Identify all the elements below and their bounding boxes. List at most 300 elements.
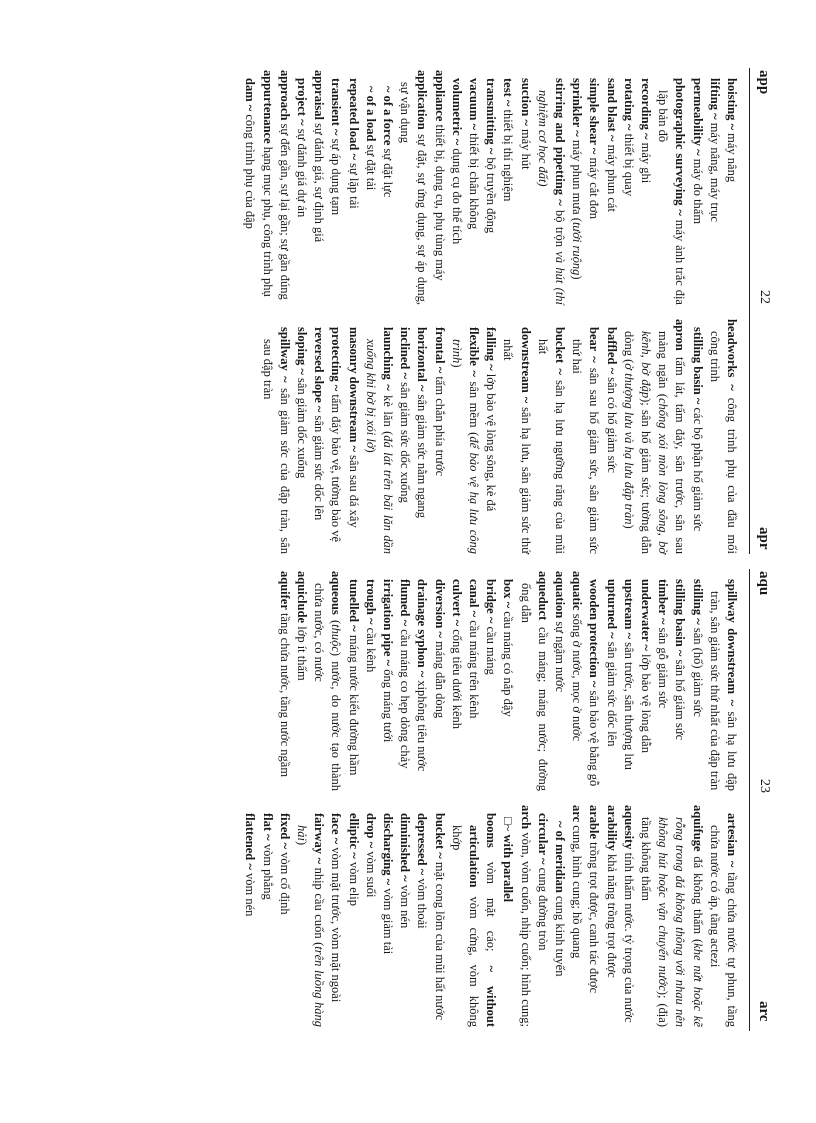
- dictionary-entry: [362, 70, 379, 305]
- entry-definition: sự áp dụng tạm: [329, 135, 344, 216]
- entry-headword: arc: [570, 805, 585, 823]
- entry-definition: trồng trọt được, canh tác được: [587, 839, 602, 994]
- dictionary-entry: [448, 571, 465, 791]
- entry-definition: xiphông tiêu nước: [415, 677, 430, 772]
- entry-headword: aquatic: [570, 571, 585, 611]
- header-rule: [749, 68, 750, 554]
- entry-headword: tunelled ~: [346, 579, 361, 632]
- entry-definition: sống ở nước, mọc ở nước: [570, 610, 585, 742]
- entry-headword: spillway ~: [277, 327, 292, 383]
- dictionary-entry: [293, 805, 327, 1027]
- entry-headword: aqueduct: [535, 571, 550, 621]
- entry-definition: máy phun mưa (: [570, 136, 585, 222]
- entry-definition: lớp bảo vệ lòng sông, kè đá: [484, 370, 499, 512]
- entry-headword: stilling basin ~: [673, 579, 688, 657]
- entry-headword: inclined ~: [398, 327, 413, 379]
- entry-headword: flexible ~: [466, 327, 481, 377]
- entry-definition: sân hạ lưu, sân giảm sức thứ nhất: [501, 339, 533, 554]
- entry-headword: transmitting ~: [484, 78, 499, 155]
- entry-definition: thiết bị, dụng cụ, phụ tùng máy: [432, 121, 447, 281]
- entry-definition: sân giảm sức dốc lên: [312, 412, 327, 521]
- entry-definition: cống tiêu dưới kênh: [449, 626, 464, 730]
- dictionary-entry: [585, 70, 602, 305]
- entry-headword: aquifuge: [690, 805, 705, 852]
- entry-headword: bucket ~: [432, 813, 447, 859]
- entry-headword: rotating ~: [621, 78, 636, 131]
- entry-headword: underwater ~: [638, 579, 653, 651]
- dictionary-entry: [499, 70, 516, 305]
- entry-gloss: để bảo vệ hạ lưu công trình: [449, 339, 481, 554]
- entry-headword: ~ of meridian: [552, 821, 567, 893]
- entry-definition: máy hút: [518, 125, 533, 170]
- entry-definition: vòm thoải: [415, 875, 430, 929]
- dictionary-entry: [241, 70, 258, 305]
- dictionary-entry: [327, 70, 344, 305]
- entry-headword: transient ~: [329, 78, 344, 136]
- entry-definition: sự đặt tải: [363, 141, 378, 191]
- entry-definition: sân giảm dốc xuống: [294, 374, 309, 479]
- dictionary-entry: [362, 805, 379, 1027]
- entry-headword: box ~: [501, 579, 516, 609]
- dictionary-entry: [344, 571, 361, 791]
- dictionary-entry: [534, 319, 568, 554]
- entry-definition: các bộ phận hố giảm sức: [690, 404, 705, 532]
- entry-definition: cầu máng co hẹp dòng chảy: [398, 626, 413, 769]
- entry-headword: diminished ~: [398, 813, 413, 882]
- dictionary-entry: [258, 319, 292, 554]
- dictionary-entry: [310, 70, 327, 305]
- entry-definition: sân hố giảm sức: [673, 656, 688, 741]
- dictionary-entry: [344, 70, 361, 305]
- dictionary-entry: [482, 319, 499, 554]
- entry-headword: timber ~: [656, 579, 671, 625]
- entry-headword: sand blast ~: [604, 78, 619, 142]
- dictionary-entry: [276, 571, 293, 791]
- entry-definition: vòm mặt cáo;: [484, 847, 499, 966]
- entry-definition: máy nâng, máy trục: [707, 119, 722, 222]
- entry-definition: sân giảm sức của đập tràn, sân sau đập tràn: [260, 339, 292, 554]
- entry-definition: ): [570, 275, 585, 280]
- dictionary-entry: [396, 319, 413, 554]
- entry-headword: fairway ~: [312, 813, 327, 865]
- entry-gloss: trên luồng hàng hải: [294, 825, 327, 1028]
- entry-headword: falling ~: [484, 327, 499, 371]
- entry-definition: cung kinh tuyến: [552, 892, 567, 977]
- entry-headword: baffled ~: [604, 327, 619, 375]
- entry-definition: cung đường tròn: [535, 864, 550, 951]
- entry-headword: apron: [673, 319, 688, 351]
- entry-headword: spillway downstream ~: [725, 579, 739, 706]
- entry-headword: simple shear ~: [587, 78, 602, 155]
- dictionary-entry: [293, 571, 310, 791]
- entry-definition: ): [449, 363, 464, 368]
- entry-definition: ): [621, 524, 636, 529]
- entry-definition: vòm, vòm cuốn, nhịp cuốn; hình cung; □~: [501, 817, 533, 1027]
- dictionary-entry: [568, 319, 602, 554]
- entry-headword: upturned ~: [604, 579, 619, 639]
- entry-headword: application: [415, 70, 430, 130]
- dictionary-entry: [258, 805, 275, 1027]
- entry-definition: máy cắt đơn: [587, 154, 602, 219]
- dictionary-entry: [637, 70, 654, 305]
- entry-definition: hạng mục phụ, công trình phụ: [260, 143, 275, 297]
- page-number: 22: [757, 290, 772, 304]
- entry-headword: drop ~: [363, 813, 378, 849]
- dictionary-entry: [620, 70, 637, 305]
- entry-definition: sự đánh giá, sự định giá: [312, 120, 327, 243]
- entry-headword: volumetric ~: [449, 78, 464, 146]
- entry-headword: face ~: [329, 813, 344, 845]
- entry-headword: bucket ~: [552, 327, 567, 375]
- entry-definition: sự đặt lực: [380, 145, 395, 198]
- dictionary-entry: [620, 805, 637, 1027]
- entry-definition: sự đến gần, sự lại gần; sự gần đúng: [277, 120, 292, 300]
- entry-headword: flumed ~: [398, 579, 413, 627]
- entry-definition: ống máng tưới: [380, 666, 395, 743]
- entry-definition: sân có hố giảm sức: [604, 374, 619, 473]
- entry-definition: máy ảnh trắc địa lập bản đồ: [656, 90, 688, 305]
- entry-definition: máy phun cát: [604, 141, 619, 212]
- entry-headword: horizontal ~: [415, 327, 430, 392]
- dictionary-entry: [344, 319, 361, 554]
- entry-definition: tính thấm nước. tỷ trọng của nước: [621, 849, 636, 1023]
- dictionary-entry: [568, 805, 585, 1027]
- entry-definition: thiết bị thí nghiệm: [501, 106, 516, 202]
- entry-definition: vòm phẳng: [260, 840, 275, 900]
- entry-headword: flattened ~: [243, 813, 258, 870]
- column-2: [241, 805, 740, 1027]
- entry-definition: máy ghi: [638, 139, 653, 184]
- dictionary-entry: [706, 805, 740, 1027]
- entry-definition: cầu kênh: [363, 624, 378, 673]
- dictionary-entry: [482, 70, 499, 305]
- entry-definition: máy nâng: [725, 130, 739, 183]
- dictionary-entry: [585, 805, 602, 1027]
- dictionary-entry: [379, 805, 396, 1027]
- entry-headword: booms: [484, 813, 499, 848]
- entry-definition: sân hạ lưu ngưỡng răng của mũi hất: [535, 339, 567, 554]
- entry-definition: sân hạ lưu đập tràn, sân giảm sức thứ nhất của đập tràn: [707, 591, 739, 791]
- dictionary-entry: [620, 571, 637, 791]
- dictionary-entry: [568, 70, 585, 305]
- entry-definition: vòm elip: [346, 858, 361, 906]
- entry-gloss: đá lát trên bãi lăn dần xuống khi bờ bị xói lở: [363, 339, 395, 555]
- entry-headword: recording ~: [638, 78, 653, 140]
- entry-definition: ); (địa) tầng không thấm: [638, 817, 671, 1027]
- column-2: [258, 319, 740, 554]
- dictionary-entry: [551, 805, 568, 1027]
- entry-definition: sân sau hố giảm sức, sân giảm sức thứ hai: [570, 339, 602, 554]
- entry-definition: bộ trộn: [552, 205, 567, 252]
- entry-definition: sân giảm sức nằm ngang: [415, 391, 430, 519]
- dictionary-entry: [362, 319, 396, 554]
- entry-gloss: chống xói mòn lòng sông, bờ kênh, bờ đập: [638, 331, 671, 555]
- dictionary-entry: [396, 805, 413, 1027]
- dictionary-entry: [430, 805, 447, 1027]
- entry-definition: sự lặp tải: [346, 159, 361, 209]
- entry-definition: sự đánh giá dự án: [294, 125, 309, 218]
- entry-headword: irrigation pipe ~: [380, 579, 395, 667]
- dictionary-entry: [602, 571, 619, 791]
- entry-definition: sân (hố) giảm sức: [690, 624, 705, 717]
- entry-definition: sân giảm sức dốc lên: [604, 638, 619, 747]
- entry-definition: dụng cụ đo thể tích: [449, 145, 464, 245]
- dictionary-entry: [654, 571, 671, 791]
- dictionary-entry: [413, 571, 430, 791]
- dictionary-entry: [310, 319, 327, 554]
- entry-gloss: thuộc: [329, 624, 344, 652]
- dictionary-entry: [602, 70, 619, 305]
- entry-headword: permeability ~: [690, 78, 705, 156]
- dictionary-entry: [293, 70, 310, 305]
- dictionary-entry: [448, 805, 500, 1027]
- entry-definition: công trình phụ của đập: [243, 111, 258, 229]
- entry-headword: aquiclude: [294, 571, 309, 624]
- entry-headword: aquesity: [621, 805, 636, 850]
- dictionary-entry: [706, 70, 723, 305]
- entry-headword: discharging ~: [380, 813, 395, 886]
- entry-headword: appliance: [432, 70, 447, 122]
- dictionary-entry: [258, 70, 275, 305]
- dictionary-entry: [534, 805, 551, 1027]
- entry-headword: arch: [518, 805, 533, 830]
- entry-headword: repeated load ~: [346, 78, 361, 160]
- entry-headword: aquifer: [277, 571, 292, 610]
- dictionary-entry: [276, 805, 293, 1027]
- entry-definition: sân sau đá xây: [346, 452, 361, 528]
- dictionary-entry: [344, 805, 361, 1027]
- entry-headword: frontal ~: [432, 327, 447, 374]
- entry-headword: canal ~: [466, 579, 481, 618]
- entry-headword: culvert ~: [449, 579, 464, 627]
- entry-definition: vòm nén: [398, 881, 413, 929]
- entry-headword: bear ~: [587, 327, 602, 363]
- entry-definition: thiết bị quay: [621, 130, 636, 197]
- dictionary-entry: [448, 70, 465, 305]
- entry-headword: trough ~: [363, 579, 378, 625]
- column-1: [276, 571, 740, 791]
- column-1: [241, 70, 740, 305]
- dictionary-entry: [499, 805, 533, 1027]
- entry-definition: vòm nén: [243, 869, 258, 917]
- entry-headword: headworks ~: [725, 319, 739, 391]
- entry-headword: ~ without articulation: [466, 825, 499, 1027]
- entry-definition: tấm lát, tấm đáy, sân trước, sân sau mảng ngăn (: [656, 331, 688, 554]
- entry-headword: ~ of a load: [363, 86, 378, 142]
- entry-definition: lớp bảo vệ lòng dẫn: [638, 650, 653, 753]
- entry-definition: sự ngậm nước: [552, 618, 567, 693]
- entry-definition: thiết bị chân không: [466, 130, 481, 230]
- dictionary-entry: [671, 571, 688, 791]
- entry-headword: with parallel: [501, 834, 516, 903]
- entry-definition: cầu máng có nắp đậy: [501, 608, 516, 717]
- entry-headword: aquation: [552, 571, 567, 619]
- entry-definition: cung, hình cung; hồ quang: [570, 822, 585, 959]
- dictionary-entry: [620, 319, 689, 554]
- entry-definition: ): [294, 840, 309, 846]
- entry-definition: sân gỗ giảm sức: [656, 624, 671, 709]
- entry-definition: ) nước, do nước tạo thành chứa nước, có nước: [312, 583, 344, 791]
- entry-headword: masonry downstream ~: [346, 327, 361, 453]
- dictionary-entry: [688, 571, 705, 791]
- entry-definition: sân giảm sức dốc xuống: [398, 379, 413, 503]
- entry-headword: stilling basin ~: [690, 327, 705, 405]
- entry-headword: sprinkler ~: [570, 78, 585, 137]
- dictionary-entry: [430, 70, 447, 305]
- entry-headword: appraisal: [312, 70, 327, 121]
- dictionary-entry: [637, 571, 654, 791]
- entry-headword: drainage syphon ~: [415, 579, 430, 678]
- entry-definition: tấm đáy bảo vệ, tường bảo vệ: [329, 391, 344, 543]
- entry-headword: appurtenance: [260, 70, 275, 144]
- dictionary-entry: [293, 319, 310, 554]
- entry-definition: máy đo thấm: [690, 155, 705, 225]
- dictionary-entry: [379, 70, 396, 305]
- entry-headword: dam ~: [243, 78, 258, 112]
- entry-headword: elliptic ~: [346, 813, 361, 859]
- entry-headword: photographic surveying ~: [673, 78, 688, 216]
- entry-definition: kè lăn (: [380, 390, 395, 436]
- entry-headword: diversion ~: [432, 579, 447, 638]
- dictionary-entry: [413, 319, 430, 554]
- dictionary-entry: [482, 571, 499, 791]
- running-header-first-word: app: [756, 70, 772, 95]
- entry-headword: stirring and pipetting ~: [552, 78, 567, 206]
- entry-definition: máng dẫn dòng: [432, 637, 447, 719]
- entry-headword: launching ~: [380, 327, 395, 391]
- entry-headword: test ~: [501, 78, 516, 107]
- dictionary-entry: [602, 319, 619, 554]
- entry-headword: arable: [587, 805, 602, 840]
- dictionary-entry: [551, 571, 568, 791]
- entry-gloss: và hút (thí nghiệm cơ học đất): [535, 90, 567, 306]
- entry-definition: bộ truyền động: [484, 154, 499, 234]
- entry-definition: vòm cứng, vòm không khớp: [449, 825, 481, 1027]
- entry-headword: circular ~: [535, 813, 550, 865]
- entry-definition: nhịp cầu cuốn (: [312, 864, 327, 947]
- entry-definition: tấm chắn phía trước: [432, 373, 447, 477]
- entry-headword: fixed ~: [277, 813, 292, 850]
- entry-definition: sân mềm (: [466, 376, 481, 437]
- dictionary-entry: [362, 571, 379, 791]
- entry-headword: artesian ~: [725, 813, 739, 868]
- dictionary-entry: [516, 70, 533, 305]
- dictionary-entry: [723, 70, 740, 305]
- dictionary-entry: [534, 70, 568, 305]
- entry-definition: ); sân hố giảm sức; tường dẫn dòng (: [621, 331, 653, 554]
- dictionary-entry: [585, 571, 602, 791]
- dictionary-entry: [706, 319, 740, 554]
- dictionary-entry: [396, 571, 413, 791]
- dictionary-entry: [448, 319, 482, 554]
- entry-definition: ): [363, 448, 378, 453]
- entry-gloss: khe nứt hoặc kẽ rỗng trong đá không thông với nhau nên không hút hoặc vận chuyển nước: [656, 817, 705, 1027]
- dictionary-entry: [379, 571, 396, 791]
- dictionary-entry: [688, 70, 705, 305]
- dictionary-entry: [430, 319, 447, 554]
- dictionary-entry: [688, 319, 705, 554]
- entry-headword: depressed ~: [415, 813, 430, 876]
- entry-definition: vòm mặt trước, vòm mặt ngoài: [329, 844, 344, 1003]
- entry-definition: máng nước kiểu đường hầm: [346, 631, 361, 776]
- running-header-last-word: arc: [756, 1001, 772, 1022]
- page-number: 23: [757, 779, 772, 793]
- entry-headword: bridge ~: [484, 579, 499, 624]
- entry-gloss: tưới ruộng: [570, 221, 585, 276]
- dictionary-entry: [654, 70, 688, 305]
- entry-headword: sloping ~: [294, 327, 309, 375]
- entry-definition: sân bảo vệ bằng gỗ: [587, 687, 602, 787]
- header-rule: [749, 569, 750, 1031]
- dictionary-entry: [430, 571, 447, 791]
- entry-definition: cầu máng trên kênh: [466, 617, 481, 719]
- entry-headword: arability: [604, 805, 619, 851]
- dictionary-entry: [327, 805, 344, 1027]
- dictionary-entry: [465, 70, 482, 305]
- entry-definition: tầng chứa nước, tầng nước ngầm: [277, 609, 292, 778]
- entry-definition: tầng chứa nước tự phun, tầng chứa nước có áp, tầng actezi: [707, 825, 739, 1027]
- entry-headword: hoisting ~: [725, 78, 739, 131]
- running-header-first-word: aqu: [756, 571, 772, 596]
- dictionary-entry: [396, 70, 430, 305]
- dictionary-entry: [413, 805, 430, 1027]
- dictionary-entry: [465, 571, 482, 791]
- dictionary-entry: [499, 319, 533, 554]
- entry-headword: stilling ~: [690, 579, 705, 625]
- entry-gloss: ở thượng lưu và hạ lưu đập tràn: [621, 363, 636, 525]
- entry-definition: mặt cong lõm của mũi hất nước: [432, 858, 447, 1021]
- entry-definition: cầu máng; máng nước; đường ống dẫn: [518, 583, 550, 791]
- entry-headword: downstream ~: [518, 327, 533, 404]
- dictionary-entry: [327, 319, 344, 554]
- entry-definition: khả năng trồng trọt được: [604, 850, 619, 978]
- dictionary-entry: [310, 571, 344, 791]
- entry-headword: ~ of a force: [380, 86, 395, 146]
- entry-definition: cầu máng: [484, 623, 499, 675]
- entry-headword: approach: [277, 70, 292, 121]
- dictionary-entry: [499, 571, 516, 791]
- entry-definition: vòm giảm tải: [380, 885, 395, 955]
- entry-headword: vacuum ~: [466, 78, 481, 130]
- entry-headword: aqueous: [329, 571, 344, 615]
- entry-definition: vòm cố định: [277, 849, 292, 915]
- entry-definition: sự đặt, sự ứng dụng, sự áp dụng, sự vận dụng: [398, 82, 430, 305]
- entry-definition: (: [329, 614, 344, 625]
- running-header-last-word: apr: [756, 527, 772, 550]
- entry-headword: project ~: [294, 78, 309, 126]
- entry-definition: công trình phụ của đầu mối công trình: [707, 331, 739, 554]
- entry-definition: vòm suối: [363, 848, 378, 898]
- entry-definition: lớp ít thấm: [294, 623, 309, 681]
- dictionary-entry: [637, 805, 706, 1027]
- entry-headword: wooden protection ~: [587, 579, 602, 688]
- dictionary-entry: [568, 571, 585, 791]
- dictionary-entry: [516, 571, 550, 791]
- dictionary-page-23: [0, 561, 816, 1123]
- dictionary-entry: [276, 70, 293, 305]
- entry-headword: suction ~: [518, 78, 533, 126]
- entry-headword: protecting ~: [329, 327, 344, 392]
- entry-definition: đá không thấm (: [690, 851, 705, 944]
- dictionary-entry: [602, 805, 619, 1027]
- entry-headword: upstream ~: [621, 579, 636, 640]
- dictionary-entry: [706, 571, 740, 791]
- entry-headword: lifting ~: [707, 78, 722, 120]
- entry-headword: reversed slope ~: [312, 327, 327, 413]
- entry-headword: flat ~: [260, 813, 275, 841]
- dictionary-entry: [241, 805, 258, 1027]
- entry-definition: sân trước, sân thượng lưu: [621, 639, 636, 770]
